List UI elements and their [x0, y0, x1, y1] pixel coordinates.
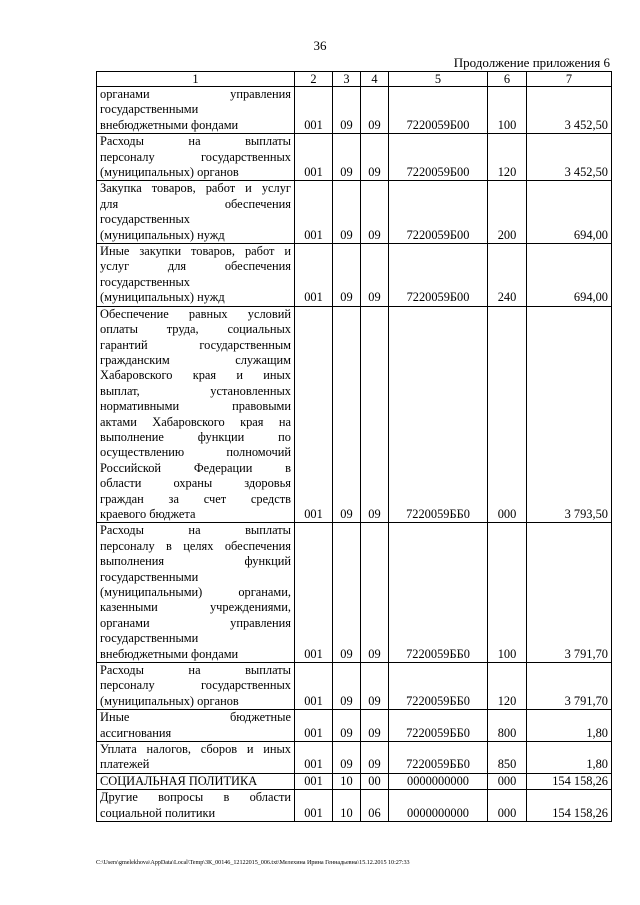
row-name-line: Расходы на выплаты — [100, 134, 291, 149]
subsection-code-cell: 00 — [361, 773, 389, 789]
row-name-line: государственных — [100, 274, 191, 289]
ministry-code-cell: 001 — [295, 773, 333, 789]
amount-cell: 3 793,50 — [527, 306, 612, 523]
row-name-line: ассигнования — [100, 725, 172, 740]
row-name-cell — [97, 523, 295, 663]
subsection-code-cell: 09 — [361, 742, 389, 774]
row-name-line: Обеспечение равных условий — [100, 306, 291, 321]
ministry-code-cell: 001 — [295, 742, 333, 774]
expense-type-cell: 120 — [488, 134, 527, 181]
amount-cell: 1,80 — [527, 710, 612, 742]
ministry-code-cell: 001 — [295, 87, 333, 134]
expense-type-cell: 000 — [488, 773, 527, 789]
row-name-line: Другие вопросы в области — [100, 790, 291, 805]
section-code-cell: 09 — [333, 742, 361, 774]
row-name-line: услуг для обеспечения — [100, 259, 291, 274]
ministry-code-cell: 001 — [295, 306, 333, 523]
expense-type-cell: 800 — [488, 710, 527, 742]
subsection-code-cell: 09 — [361, 134, 389, 181]
row-name-line: выполнения функций — [100, 554, 291, 569]
row-name-line: для обеспечения — [100, 196, 291, 211]
expense-type-cell: 200 — [488, 181, 527, 244]
header-col-4: 4 — [361, 72, 389, 87]
row-name-cell — [97, 742, 295, 774]
header-col-5: 5 — [389, 72, 488, 87]
row-name-line: государственными — [100, 569, 199, 584]
row-name-line: Иные закупки товаров, работ и — [100, 244, 291, 259]
row-name-line: персоналу государственных — [100, 149, 291, 164]
amount-cell: 154 158,26 — [527, 790, 612, 822]
row-name-line: (муниципальных) органов — [100, 693, 239, 708]
table-row — [97, 663, 612, 710]
row-name-line: государственными — [100, 102, 199, 117]
subsection-code-cell: 09 — [361, 306, 389, 523]
header-row — [97, 72, 612, 87]
row-name-line: выполнение функции по — [100, 429, 291, 444]
ministry-code-cell: 001 — [295, 134, 333, 181]
section-code-cell: 09 — [333, 181, 361, 244]
header-col-1: 1 — [97, 72, 295, 87]
target-article-cell: 7220059Б00 — [389, 134, 488, 181]
row-name-line: (муниципальных) нужд — [100, 290, 225, 305]
row-name-line: области охраны здоровья — [100, 476, 291, 491]
ministry-code-cell: 001 — [295, 523, 333, 663]
row-name-line: внебюджетными фондами — [100, 646, 239, 661]
row-name-line: гражданским служащим — [100, 352, 291, 367]
ministry-code-cell: 001 — [295, 710, 333, 742]
row-name-line: Расходы на выплаты — [100, 663, 291, 678]
row-name-cell — [97, 181, 295, 244]
subsection-code-cell: 09 — [361, 523, 389, 663]
subsection-code-cell: 09 — [361, 244, 389, 307]
header-col-2: 2 — [295, 72, 333, 87]
expense-type-cell: 000 — [488, 306, 527, 523]
amount-cell: 3 791,70 — [527, 663, 612, 710]
row-name-cell — [97, 790, 295, 822]
amount-cell: 3 452,50 — [527, 87, 612, 134]
row-name-line: внебюджетными фондами — [100, 117, 239, 132]
table-row — [97, 134, 612, 181]
section-code-cell: 09 — [333, 523, 361, 663]
row-name-line: Хабаровского края и иных — [100, 368, 291, 383]
table-row — [97, 306, 612, 523]
row-name-line: Иные бюджетные — [100, 710, 291, 725]
target-article-cell: 7220059Б00 — [389, 87, 488, 134]
table-row — [97, 244, 612, 307]
target-article-cell: 0000000000 — [389, 773, 488, 789]
row-name-line: краевого бюджета — [100, 506, 196, 521]
section-code-cell: 10 — [333, 773, 361, 789]
amount-cell: 1,80 — [527, 742, 612, 774]
subsection-code-cell: 09 — [361, 87, 389, 134]
expense-type-cell: 100 — [488, 523, 527, 663]
section-code-cell: 09 — [333, 663, 361, 710]
expense-type-cell: 850 — [488, 742, 527, 774]
table-row — [97, 181, 612, 244]
row-name-line: платежей — [100, 757, 150, 772]
amount-cell: 694,00 — [527, 181, 612, 244]
ministry-code-cell: 001 — [295, 181, 333, 244]
target-article-cell: 7220059Б00 — [389, 244, 488, 307]
section-code-cell: 10 — [333, 790, 361, 822]
row-name-line: персоналу в целях обеспечения — [100, 538, 291, 553]
table-row — [97, 523, 612, 663]
section-code-cell: 09 — [333, 87, 361, 134]
footer-file-path: C:\Users\gmelekhova\AppData\Local\Temp\3К_00146_12122015_006.txt\Мелехина Ирина Геннадьевна\15.12.2015 10:27:33 — [96, 859, 410, 866]
row-name-cell — [97, 244, 295, 307]
table-row — [97, 87, 612, 134]
subsection-code-cell: 06 — [361, 790, 389, 822]
row-name-line: (муниципальными) органами, — [100, 585, 291, 599]
table-row — [97, 710, 612, 742]
table-row — [97, 742, 612, 774]
row-name-line: органами управления — [100, 87, 291, 101]
target-article-cell: 0000000000 — [389, 790, 488, 822]
row-name-cell — [97, 663, 295, 710]
ministry-code-cell: 001 — [295, 244, 333, 307]
expense-type-cell: 000 — [488, 790, 527, 822]
page-number: 36 — [313, 38, 327, 53]
amount-cell: 3 452,50 — [527, 134, 612, 181]
row-name-line: граждан за счет средств — [100, 491, 291, 506]
ministry-code-cell: 001 — [295, 663, 333, 710]
row-name-line: казенными учреждениями, — [100, 600, 291, 615]
row-name-line: Уплата налогов, сборов и иных — [100, 742, 291, 757]
row-name-line: СОЦИАЛЬНАЯ ПОЛИТИКА — [100, 773, 258, 788]
section-code-cell: 09 — [333, 710, 361, 742]
expense-type-cell: 100 — [488, 87, 527, 134]
amount-cell: 3 791,70 — [527, 523, 612, 663]
table-body — [97, 87, 612, 822]
appendix-continuation-label: Продолжение приложения 6 — [453, 55, 610, 70]
row-name-line: Российской Федерации в — [100, 460, 291, 475]
target-article-cell: 7220059ББ0 — [389, 663, 488, 710]
amount-cell: 154 158,26 — [527, 773, 612, 789]
ministry-code-cell: 001 — [295, 790, 333, 822]
target-article-cell: 7220059ББ0 — [389, 710, 488, 742]
row-name-line: актами Хабаровского края на — [100, 414, 291, 429]
row-name-line: персоналу государственных — [100, 678, 291, 693]
target-article-cell: 7220059ББ0 — [389, 742, 488, 774]
row-name-line: органами управления — [100, 615, 291, 630]
row-name-line: государственных — [100, 212, 191, 227]
expense-type-cell: 240 — [488, 244, 527, 307]
target-article-cell: 7220059ББ0 — [389, 306, 488, 523]
row-name-line: выплат, установленных — [100, 383, 291, 398]
table-row — [97, 773, 612, 789]
section-code-cell: 09 — [333, 244, 361, 307]
row-name-line: социальной политики — [100, 805, 216, 820]
target-article-cell: 7220059Б00 — [389, 181, 488, 244]
budget-table — [96, 71, 612, 822]
row-name-line: гарантий государственным — [100, 337, 291, 352]
row-name-line: Расходы на выплаты — [100, 523, 291, 538]
row-name-line: оплаты труда, социальных — [100, 322, 291, 337]
row-name-line: (муниципальных) органов — [100, 165, 239, 180]
target-article-cell: 7220059ББ0 — [389, 523, 488, 663]
row-name-line: нормативными правовыми — [100, 399, 291, 414]
expense-type-cell: 120 — [488, 663, 527, 710]
row-name-cell — [97, 773, 295, 789]
row-name-cell — [97, 710, 295, 742]
header-col-3: 3 — [333, 72, 361, 87]
subsection-code-cell: 09 — [361, 663, 389, 710]
header-col-6: 6 — [488, 72, 527, 87]
row-name-cell — [97, 306, 295, 523]
row-name-line: государственными — [100, 631, 199, 646]
table-row — [97, 790, 612, 822]
row-name-cell — [97, 134, 295, 181]
section-code-cell: 09 — [333, 306, 361, 523]
row-name-line: осуществлению полномочий — [100, 445, 291, 460]
row-name-line: Закупка товаров, работ и услуг — [100, 181, 291, 196]
subsection-code-cell: 09 — [361, 710, 389, 742]
row-name-cell — [97, 87, 295, 134]
header-col-7: 7 — [527, 72, 612, 87]
section-code-cell: 09 — [333, 134, 361, 181]
amount-cell: 694,00 — [527, 244, 612, 307]
row-name-line: (муниципальных) нужд — [100, 227, 225, 242]
subsection-code-cell: 09 — [361, 181, 389, 244]
